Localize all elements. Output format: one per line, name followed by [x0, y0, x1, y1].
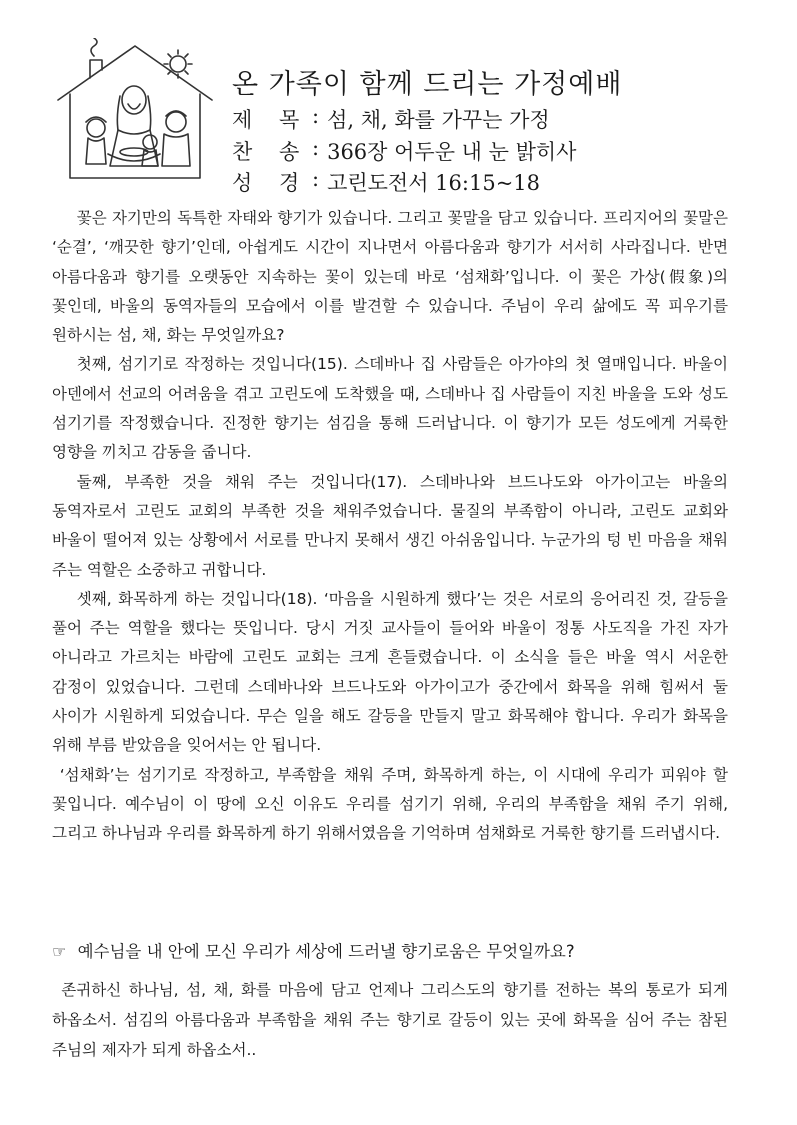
sermon-title-label: 제 목	[232, 108, 310, 132]
hymn-value: 366장 어두운 내 눈 밝히사	[327, 140, 577, 164]
hymn-row	[232, 136, 576, 166]
hymn-colon: :	[312, 136, 320, 160]
family-worship-illustration	[50, 38, 220, 188]
scripture-colon: :	[312, 167, 320, 191]
paragraph-second: 둘째, 부족한 것을 채워 주는 것입니다(17). 스데바나와 브드나도와 아가이고는 바울의 동역자로서 고린도 교회의 부족한 것을 채워주었습니다. 물질의 부족함이 아니라, 고린도 교회와 바울이 떨어져 있는 상황에서 서로를 만나지 못해서 생긴 아쉬움입니다. 누군가의 텅 빈 마음을 채워 주는 역할은 소중하고 귀합니다.	[52, 472, 728, 579]
paragraph-conclusion: ‘섬채화’는 섬기기로 작정하고, 부족함을 채워 주며, 화목하게 하는, 이 시대에 우리가 피워야 할 꽃입니다. 예수님이 이 땅에 오신 이유도 우리를 섬기기 위해, 우리의 부족함을 채워 주기 위해, 그리고 하나님과 우리를 화목하게 하기 위해서였음을 기억하며 섬채화로 거룩한 향기를 드러냅시다.	[52, 765, 728, 843]
sermon-body	[52, 204, 728, 849]
sermon-title-row	[232, 104, 550, 134]
paragraph-third: 셋째, 화목하게 하는 것입니다(18). ‘마음을 시원하게 했다’는 것은 서로의 응어리진 것, 갈등을 풀어 주는 역할을 했다는 뜻입니다. 당시 거짓 교사들이 들어와 바울이 정통 사도직을 가진 자가 아니라고 가르치는 바람에 고린도 교회는 크게 흔들렸습니다. 이 소식을 들은 바울 역시 서운한 감정이 있었습니다. 그런데 스데바나와 브드나도와 아가이고가 중간에서 화목을 위해 힘써서 둘 사이가 시원하게 되었습니다. 무슨 일을 해도 갈등을 만들지 말고 화목해야 합니다. 우리가 화목을 위해 부름 받았음을 잊어서는 안 됩니다.	[52, 589, 728, 755]
page-title: 온 가족이 함께 드리는 가정예배	[232, 69, 623, 100]
scripture-value: 고린도전서 16:15~18	[327, 171, 541, 195]
scripture-row	[232, 167, 540, 197]
scripture-label: 성 경	[232, 171, 310, 195]
paragraph-first: 첫째, 섬기기로 작정하는 것입니다(15). 스데바나 집 사람들은 아가야의 첫 열매입니다. 바울이 아덴에서 선교의 어려움을 겪고 고린도에 도착했을 때, 스데바나 집 사람들이 지친 바울을 도와 성도 섬기기를 작정했습니다. 진정한 향기는 섬김을 통해 드러납니다. 이 향기가 모든 성도에게 거룩한 영향을 끼치고 감동을 줍니다.	[52, 355, 728, 462]
closing-prayer	[52, 975, 728, 1065]
reflection-question	[52, 938, 742, 962]
paragraph-intro: 꽃은 자기만의 독특한 자태와 향기가 있습니다. 그리고 꽃말을 담고 있습니다. 프리지어의 꽃말은 ‘순결’, ‘깨끗한 향기’인데, 아쉽게도 시간이 지나면서 아름다움과 향기가 서서히 사라집니다. 반면 아름다움과 향기를 오랫동안 지속하는 꽃이 있는데 바로 ‘섬채화’입니다. 이 꽃은 가상(假象)의 꽃인데, 바울의 동역자들의 모습에서 이를 발견할 수 있습니다. 주님이 우리 삶에도 꼭 피우기를 원하시는 섬, 채, 화는 무엇일까요?	[52, 209, 728, 345]
pointing-hand-icon: ☞	[52, 942, 67, 961]
prayer-text: 존귀하신 하나님, 섬, 채, 화를 마음에 담고 언제나 그리스도의 향기를 전하는 복의 통로가 되게 하옵소서. 섬김의 아름다움과 부족함을 채워 주는 향기로 갈등이 있는 곳에 화목을 심어 주는 참된 주님의 제자가 되게 하옵소서..	[52, 981, 728, 1059]
question-text: 예수님을 내 안에 모신 우리가 세상에 드러낼 향기로움은 무엇일까요?	[77, 942, 575, 961]
sermon-title-colon: :	[312, 104, 320, 128]
hymn-label: 찬 송	[232, 140, 310, 164]
sermon-title-value: 섬, 채, 화를 가꾸는 가정	[327, 108, 550, 132]
